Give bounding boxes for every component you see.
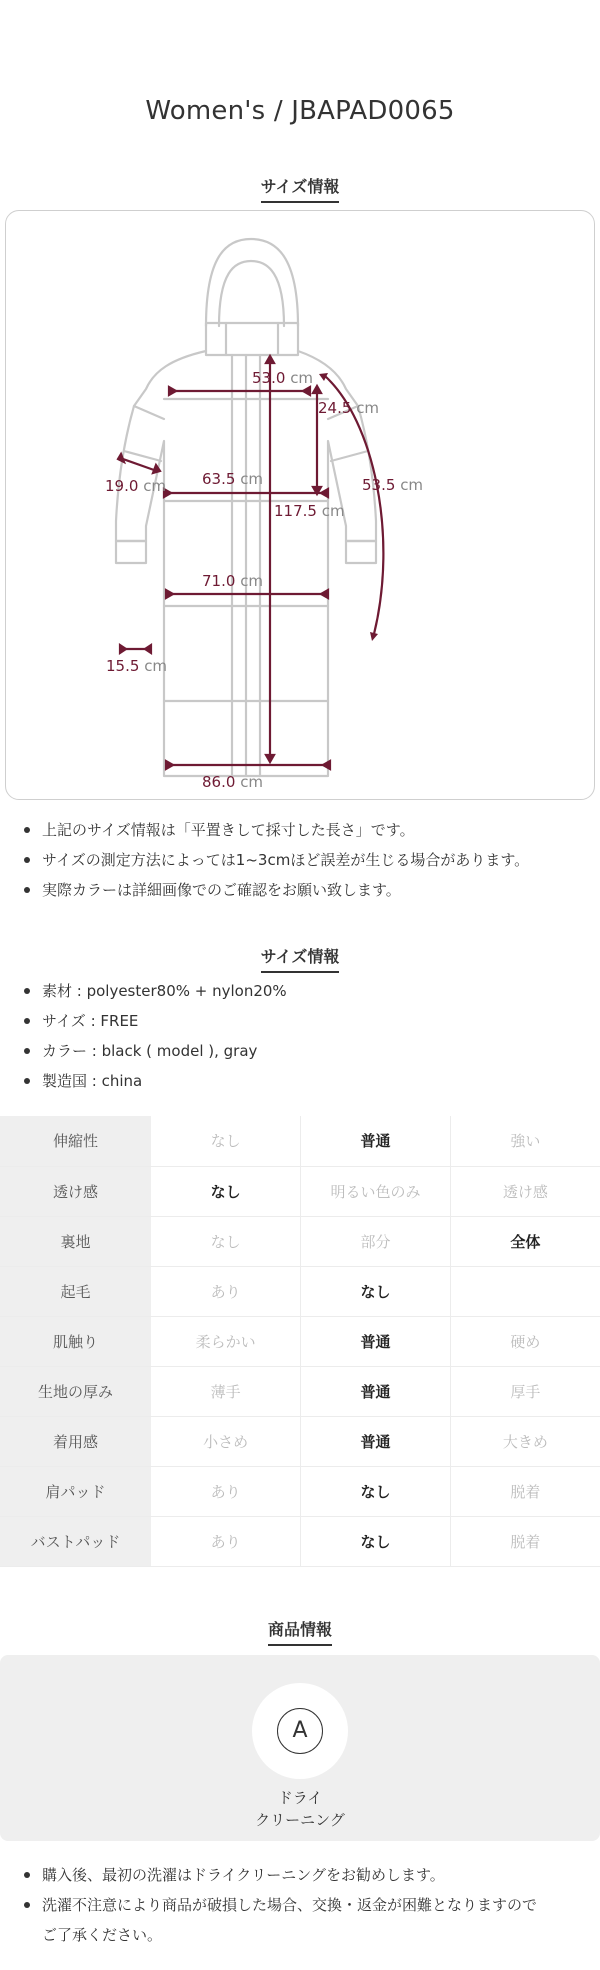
shoulder-measurement: 53.0 cm [252, 369, 314, 387]
attribute-option: 厚手 [450, 1366, 600, 1416]
attribute-option: 脱着 [450, 1466, 600, 1516]
attribute-label: バストパッド [0, 1516, 151, 1566]
table-row [0, 1116, 600, 1166]
table-row [0, 1166, 600, 1216]
list-item: 素材 : polyester80% + nylon20% [20, 976, 590, 1006]
attribute-option: なし [301, 1266, 451, 1316]
attribute-label: 透け感 [0, 1166, 151, 1216]
size-info-heading: サイズ情報 [0, 174, 600, 203]
table-row [0, 1366, 600, 1416]
detail-list [20, 976, 590, 1096]
attribute-option: 硬め [450, 1316, 600, 1366]
attribute-label: 伸縮性 [0, 1116, 151, 1166]
list-item: 洗濯不注意により商品が破損した場合、交換・返金が困難となりますので [20, 1890, 590, 1920]
attribute-label: 着用感 [0, 1416, 151, 1466]
list-item: 購入後、最初の洗濯はドライクリーニングをお勧めします。 [20, 1860, 590, 1890]
detail-info-heading: サイズ情報 [0, 944, 600, 973]
attribute-label: 起毛 [0, 1266, 151, 1316]
attribute-option: 透け感 [450, 1166, 600, 1216]
attribute-option: 強い [450, 1116, 600, 1166]
hem-measurement: 86.0 cm [202, 773, 264, 791]
table-row [0, 1316, 600, 1366]
attribute-option: 普通 [301, 1316, 451, 1366]
care-notes [20, 1860, 590, 1950]
attribute-option: あり [151, 1516, 301, 1566]
table-row [0, 1466, 600, 1516]
care-label: ドライ クリーニング [255, 1789, 345, 1829]
list-item: サイズ : FREE [20, 1006, 590, 1036]
attribute-option: 柔らかい [151, 1316, 301, 1366]
attribute-option: あり [151, 1266, 301, 1316]
attribute-option: 大きめ [450, 1416, 600, 1466]
attribute-option: 薄手 [151, 1366, 301, 1416]
attribute-option: 脱着 [450, 1516, 600, 1566]
attribute-option: 全体 [450, 1216, 600, 1266]
list-item: 実際カラーは詳細画像でのご確認をお願い致します。 [20, 875, 590, 905]
attribute-option: なし [151, 1166, 301, 1216]
sleeve-width-measurement: 19.0 cm [105, 477, 167, 495]
sleeve-length-measurement: 53.5 cm [362, 476, 424, 494]
attribute-label: 肩パッド [0, 1466, 151, 1516]
table-row [0, 1266, 600, 1316]
size-notes [20, 815, 590, 905]
total-length-measurement: 117.5 cm [274, 502, 345, 520]
size-diagram [5, 210, 595, 800]
attribute-option: なし [151, 1216, 301, 1266]
armhole-measurement: 24.5 cm [318, 399, 380, 417]
attribute-option: 小さめ [151, 1416, 301, 1466]
attribute-label: 肌触り [0, 1316, 151, 1366]
product-info-heading: 商品情報 [0, 1617, 600, 1646]
attribute-option: なし [301, 1516, 451, 1566]
list-item: サイズの測定方法によっては1~3cmほど誤差が生じる場合があります。 [20, 845, 590, 875]
attribute-option: 普通 [301, 1366, 451, 1416]
page-title: Women's / JBAPAD0065 [145, 96, 455, 126]
attribute-option: なし [301, 1466, 451, 1516]
table-row [0, 1216, 600, 1266]
cuff-measurement: 15.5 cm [106, 657, 168, 675]
attribute-option: 明るい色のみ [301, 1166, 451, 1216]
dry-cleaning-icon: A [252, 1683, 348, 1779]
attribute-option: なし [151, 1116, 301, 1166]
table-row [0, 1416, 600, 1466]
attribute-label: 生地の厚み [0, 1366, 151, 1416]
attribute-option [450, 1266, 600, 1316]
list-item: 上記のサイズ情報は「平置きして採寸した長さ」です。 [20, 815, 590, 845]
attribute-option: 普通 [301, 1416, 451, 1466]
care-panel [0, 1655, 600, 1841]
attribute-label: 裏地 [0, 1216, 151, 1266]
list-item: ご了承ください。 [42, 1926, 163, 1944]
attribute-option: 普通 [301, 1116, 451, 1166]
chest-measurement: 63.5 cm [202, 470, 264, 488]
attribute-table [0, 1116, 600, 1567]
list-item: 製造国 : china [20, 1066, 590, 1096]
attribute-option: あり [151, 1466, 301, 1516]
table-row [0, 1516, 600, 1566]
list-item: カラー : black ( model ), gray [20, 1036, 590, 1066]
waist-measurement: 71.0 cm [202, 572, 264, 590]
attribute-option: 部分 [301, 1216, 451, 1266]
